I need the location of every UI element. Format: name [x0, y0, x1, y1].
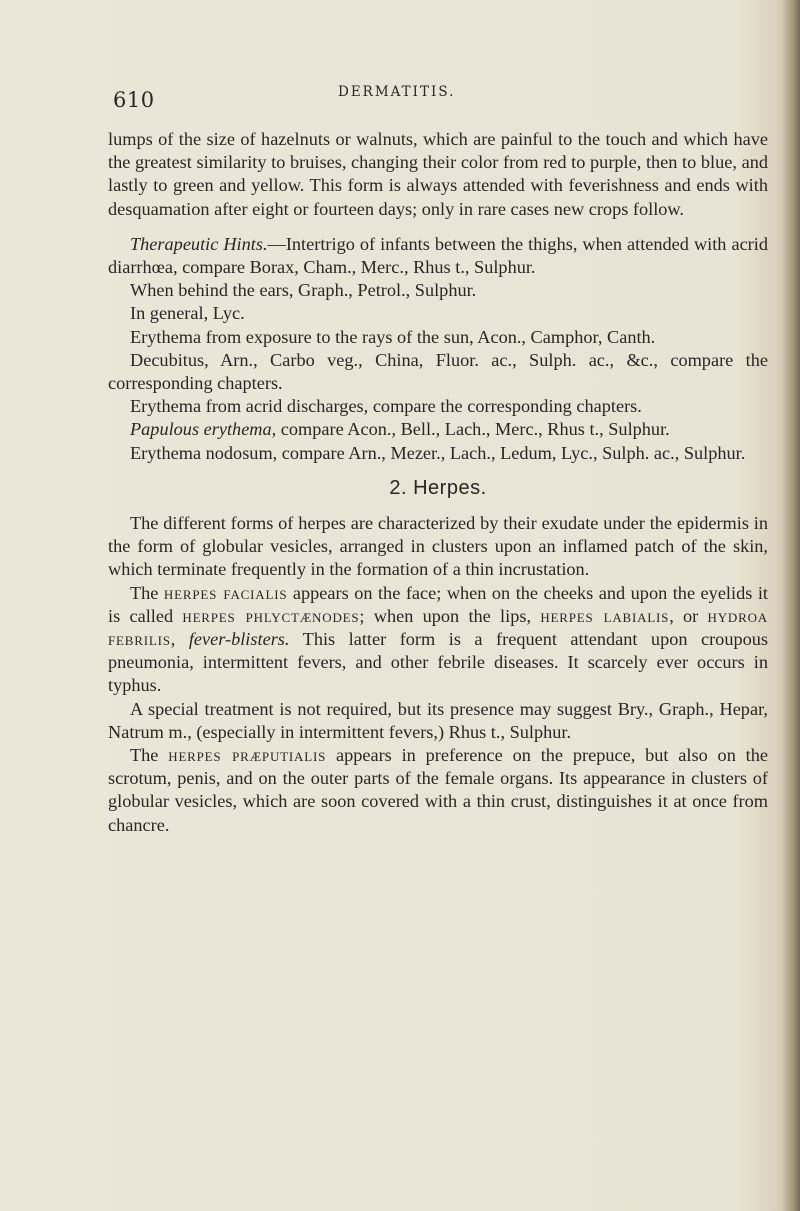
paragraph-text: —Intertrigo of infants between the thighs, when attended with acrid diarrhœa, compare Borax, Cham., Merc., Rhus t., Sulphur. — [108, 233, 768, 278]
term-fever-blisters: fever-blisters. — [188, 629, 290, 650]
paragraph — [108, 744, 768, 837]
text-run: This latter form is a frequent attendant upon croupous pneumonia, intermittent fevers, and other febrile diseases. It scarcely ever occurs in typhus. — [108, 629, 768, 696]
paragraph-text: compare Acon., Bell., Lach., Merc., Rhus t., Sulphur. — [276, 419, 670, 440]
text-run: The — [130, 582, 164, 603]
papulous-erythema-lead: Papulous erythema, — [130, 419, 277, 440]
paragraph: lumps of the size of hazelnuts or walnuts, which are painful to the touch and which have the greatest similarity to bruises, changing their color from red to purple, then to blue, and lastly to green and yellow. This form is always attended with feverishness and ends with desquamation after eight or fourteen days; only in rare cases new crops follow. — [108, 129, 768, 219]
text-run: The — [130, 745, 169, 766]
running-head — [0, 84, 800, 114]
term-herpes-praeputialis: herpes præputialis — [168, 745, 327, 766]
paragraph: When behind the ears, Graph., Petrol., Sulphur. — [130, 280, 477, 301]
paragraph — [108, 418, 768, 441]
term-herpes-phlyctaenodes: herpes phlyctænodes — [182, 605, 360, 626]
body-text — [108, 128, 768, 837]
paragraph: The different forms of herpes are characterized by their exudate under the epidermis in the form of globular vesicles, arranged in clusters upon an inflamed patch of the skin, which terminate frequently in the formation of a thin incrustation. — [108, 513, 768, 580]
page-number: 610 — [113, 88, 155, 112]
paragraph: Decubitus, Arn., Carbo veg., China, Fluor. ac., Sulph. ac., &c., compare the corresponding chapters. — [108, 349, 768, 394]
text-run: appears on the face; when on the cheeks and upon the eyelids it is called — [108, 582, 769, 626]
paragraph — [108, 233, 768, 279]
term-hydroa-febrilis: hydroa febrilis — [108, 605, 768, 650]
term-herpes-labialis: herpes labialis — [540, 605, 670, 626]
paragraph — [108, 582, 768, 698]
term-herpes-facialis: herpes facialis — [163, 582, 288, 603]
text-run: , or — [669, 605, 708, 626]
therapeutic-hints-lead: Therapeutic Hints. — [130, 233, 268, 254]
paragraph: A special treatment is not required, but its presence may suggest Bry., Graph., Hepar, Natrum m., (especially in intermittent fevers,) Rhus t., Sulphur. — [108, 698, 768, 742]
text-run: appears in preference on the prepuce, but also on the scrotum, penis, and on the outer parts of the female organs. Its appearance in clusters of globular vesicles, which are soon covered with a thin crust, distinguishes it at once from chancre. — [108, 745, 769, 835]
spacer — [108, 221, 768, 233]
section-heading: 2. Herpes. — [389, 476, 487, 499]
paragraph: Erythema from exposure to the rays of the sun, Acon., Camphor, Canth. — [130, 326, 656, 347]
page-edge-shadow — [782, 0, 800, 1211]
paragraph: Erythema from acrid discharges, compare the corresponding chapters. — [130, 396, 642, 417]
paragraph: In general, Lyc. — [130, 303, 245, 324]
text-run: ; when upon the lips, — [359, 605, 541, 626]
text-run: , — [170, 629, 189, 650]
paragraph: Erythema nodosum, compare Arn., Mezer., Lach., Ledum, Lyc., Sulph. ac., Sulphur. — [130, 442, 746, 463]
running-title: DERMATITIS. — [338, 84, 456, 100]
